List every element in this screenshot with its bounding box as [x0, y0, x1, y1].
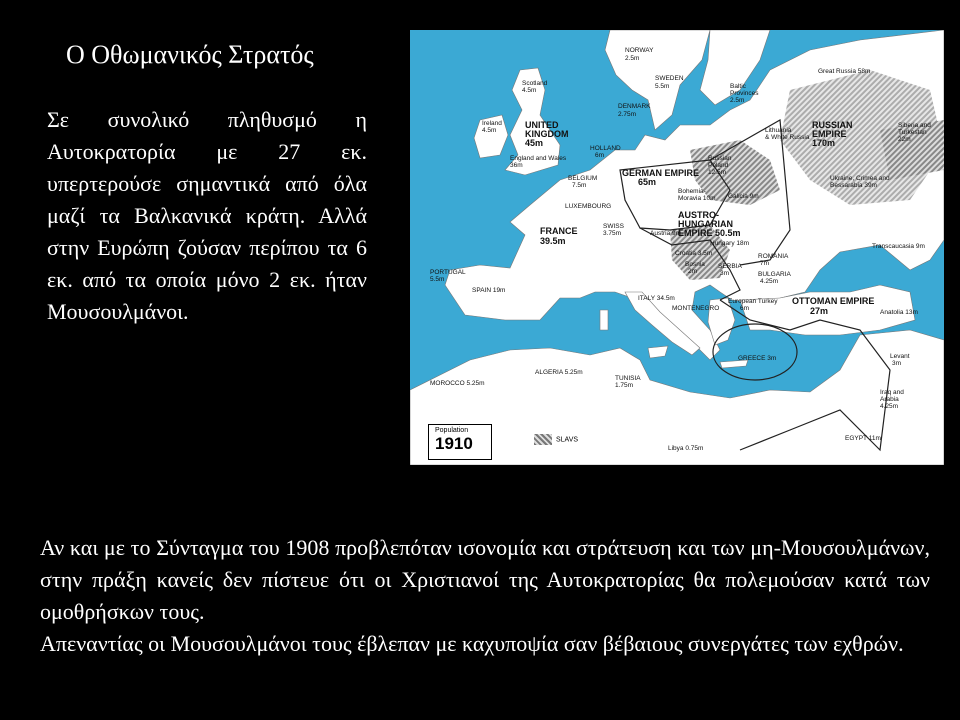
svg-text:Austria 9m: Austria 9m [650, 230, 682, 237]
bottom-paragraphs [40, 532, 930, 660]
svg-text:4.5m: 4.5m [482, 127, 497, 134]
svg-text:European Turkey: European Turkey [728, 298, 778, 305]
svg-text:Bosnia: Bosnia [685, 261, 705, 268]
svg-text:12.5m: 12.5m [708, 169, 727, 176]
svg-text:BULGARIA: BULGARIA [758, 271, 791, 278]
svg-text:Ukraine, Crimea and: Ukraine, Crimea and [830, 175, 890, 182]
svg-text:5.5m: 5.5m [430, 276, 445, 283]
svg-text:EGYPT 11m: EGYPT 11m [845, 435, 881, 442]
svg-text:5.5m: 5.5m [655, 83, 670, 90]
svg-text:4.25m: 4.25m [880, 403, 899, 410]
legend-slavs-label: SLAVS [556, 436, 579, 444]
svg-text:170m: 170m [812, 138, 836, 148]
svg-text:Anatolia 13m: Anatolia 13m [880, 309, 918, 316]
svg-text:Croatia 3.5m: Croatia 3.5m [675, 250, 713, 257]
svg-text:7.5m: 7.5m [572, 182, 587, 189]
svg-text:Bohemia-: Bohemia- [678, 188, 706, 195]
label-ottoman-empire: OTTOMAN EMPIRE [792, 296, 875, 306]
label-france: FRANCE [540, 226, 578, 236]
svg-text:Bessarabia 39m: Bessarabia 39m [830, 182, 877, 189]
svg-text:Galicia 9m: Galicia 9m [728, 193, 759, 200]
label-german-empire: GERMAN EMPIRE [622, 168, 700, 178]
svg-text:Hungary 18m: Hungary 18m [710, 240, 750, 247]
bottom-paragraph-1: Αν και με το Σύνταγμα του 1908 προβλεπόταν ισονομία και στράτευση και των μη-Μουσουλμάνων, στην πράξη κανείς δεν πίστευε ότι οι Χριστιανοί της Αυτοκρατορίας θα πολεμούσαν κατά των ομοθρήσκων τους. [40, 535, 930, 624]
map-legend-slavs [534, 434, 578, 445]
svg-text:KINGDOM: KINGDOM [525, 129, 569, 139]
svg-text:HUNGARIAN: HUNGARIAN [678, 219, 733, 229]
svg-text:4.25m: 4.25m [760, 278, 779, 285]
legend-year: 1910 [435, 434, 473, 453]
side-paragraph: Σε συνολικό πληθυσμό η Αυτοκρατορία με 27 εκ. υπερτερούσε σημαντικά από όλα μαζί τα Βαλκανικά κράτη. Αλλά στην Ευρώπη ζούσαν περίπου τα 6 εκ. από τα οποία μόνο 2 εκ. ήταν Μουσουλμάνοι. [47, 107, 367, 324]
svg-text:Arabia: Arabia [880, 396, 899, 403]
hatch-swatch-icon [534, 434, 552, 445]
svg-text:EMPIRE 50.5m: EMPIRE 50.5m [678, 228, 741, 238]
svg-text:England and Wales: England and Wales [510, 155, 567, 162]
svg-text:Baltic: Baltic [730, 83, 746, 90]
svg-text:2m: 2m [688, 268, 698, 275]
svg-text:39.5m: 39.5m [540, 236, 566, 246]
svg-text:Ireland: Ireland [482, 120, 502, 127]
svg-text:3m: 3m [720, 270, 730, 277]
svg-text:SERBIA: SERBIA [718, 263, 742, 270]
svg-text:DENMARK: DENMARK [618, 103, 651, 110]
svg-text:36m: 36m [510, 162, 523, 169]
svg-text:7m: 7m [760, 260, 770, 267]
svg-text:GREECE 3m: GREECE 3m [738, 355, 777, 362]
svg-text:27m: 27m [810, 306, 829, 316]
svg-text:TUNISIA: TUNISIA [615, 375, 641, 382]
bottom-paragraph-2: Απεναντίας οι Μουσουλμάνοι τους έβλεπαν με καχυποψία σαν βέβαιους συνεργάτες των εχθρών. [40, 631, 904, 656]
svg-text:Turkestan: Turkestan [898, 129, 927, 136]
svg-text:Siberia and: Siberia and [898, 122, 931, 129]
svg-text:Provinces: Provinces [730, 90, 759, 97]
svg-text:Moravia 10m: Moravia 10m [678, 195, 716, 202]
svg-text:Transcaucasia 9m: Transcaucasia 9m [872, 243, 925, 250]
map-legend-population [428, 424, 492, 460]
map-drawing [410, 30, 944, 465]
svg-text:SWEDEN: SWEDEN [655, 75, 684, 82]
svg-text:LUXEMBOURG: LUXEMBOURG [565, 203, 612, 210]
label-russian-empire: RUSSIAN [812, 120, 853, 130]
population-map-1910 [410, 30, 944, 465]
svg-text:2.5m: 2.5m [625, 55, 640, 62]
svg-text:2.75m: 2.75m [618, 111, 637, 118]
svg-text:1.75m: 1.75m [615, 382, 634, 389]
label-uk: UNITED [525, 120, 559, 130]
slide-title: Ο Οθωμανικός Στρατός [66, 40, 314, 69]
svg-text:Iraq and: Iraq and [880, 389, 904, 396]
svg-text:3m: 3m [892, 360, 902, 367]
svg-text:Russian: Russian [708, 155, 732, 162]
svg-text:Levant: Levant [890, 353, 910, 360]
svg-text:SPAIN 19m: SPAIN 19m [472, 287, 506, 294]
svg-text:PORTUGAL: PORTUGAL [430, 269, 466, 276]
svg-text:6m: 6m [740, 305, 750, 312]
svg-text:2.5m: 2.5m [730, 97, 745, 104]
svg-text:& White Russia: & White Russia [765, 134, 810, 141]
svg-text:45m: 45m [525, 138, 544, 148]
legend-title: Population [435, 427, 469, 434]
svg-text:NORWAY: NORWAY [625, 47, 654, 54]
svg-text:MONTENEGRO: MONTENEGRO [672, 305, 720, 312]
svg-text:3.75m: 3.75m [603, 230, 622, 237]
svg-text:Libya 0.75m: Libya 0.75m [668, 445, 704, 452]
svg-text:65m: 65m [638, 177, 657, 187]
svg-text:6m: 6m [595, 152, 605, 159]
svg-text:SWISS: SWISS [603, 223, 624, 230]
svg-text:Poland: Poland [708, 162, 729, 169]
svg-text:ITALY 34.5m: ITALY 34.5m [638, 295, 675, 302]
label-austro-hungarian: AUSTRO- [678, 210, 719, 220]
svg-text:ALGERIA 5.25m: ALGERIA 5.25m [535, 369, 583, 376]
svg-text:BELGIUM: BELGIUM [568, 175, 598, 182]
svg-text:Lithuania: Lithuania [765, 127, 792, 134]
svg-text:MOROCCO 5.25m: MOROCCO 5.25m [430, 380, 485, 387]
svg-text:HOLLAND: HOLLAND [590, 145, 621, 152]
svg-text:4.5m: 4.5m [522, 87, 537, 94]
svg-text:Great Russia 58m: Great Russia 58m [818, 68, 871, 75]
svg-text:22m: 22m [898, 136, 911, 143]
svg-text:ROMANIA: ROMANIA [758, 253, 789, 260]
svg-text:EMPIRE: EMPIRE [812, 129, 847, 139]
svg-text:Scotland: Scotland [522, 80, 548, 87]
